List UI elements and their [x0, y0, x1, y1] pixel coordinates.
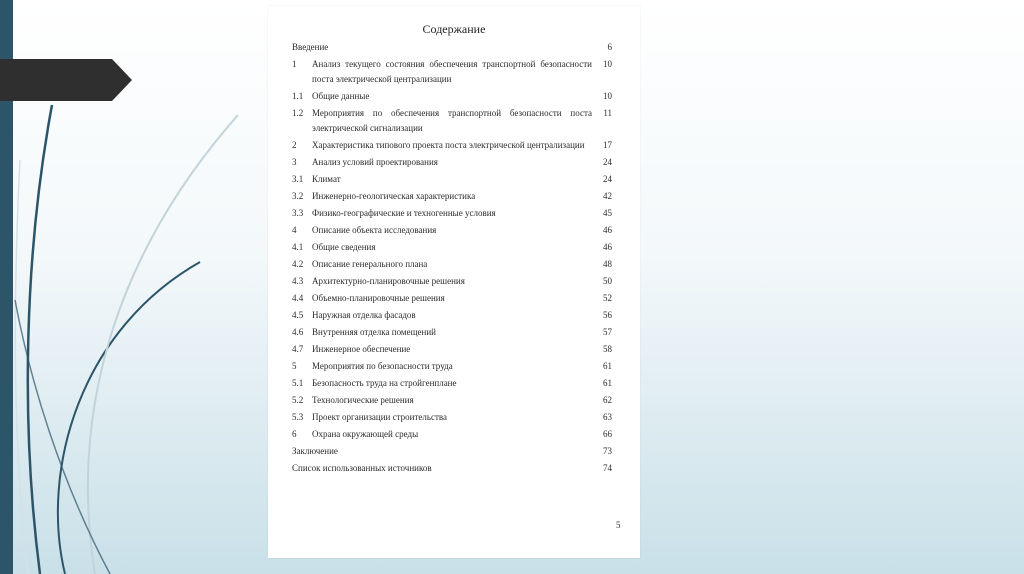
toc-entry-number: 5.1 — [292, 378, 304, 388]
toc-entry-number: 4.4 — [292, 293, 304, 303]
toc-entry-page: 6 — [607, 42, 612, 52]
toc-entry — [292, 427, 612, 442]
toc-entry-text: Характеристика типового проекта поста электрической централизации — [312, 140, 585, 150]
toc-entry-number: 6 — [292, 429, 297, 439]
toc-entry-number: 3.3 — [292, 208, 304, 218]
toc-entry — [292, 325, 612, 340]
toc-entry-text: Технологические решения — [312, 395, 414, 405]
toc-entry — [292, 223, 612, 238]
toc-entry-text: Инженерно-геологическая характеристика — [312, 191, 476, 201]
toc-entry-page: 73 — [603, 446, 612, 456]
toc-entry-number: 5.3 — [292, 412, 304, 422]
toc-entry-number: 3.1 — [292, 174, 304, 184]
toc-entry-page: 24 — [603, 174, 612, 184]
toc-entry-page: 63 — [603, 412, 612, 422]
toc-entry — [292, 257, 612, 272]
toc-entry — [292, 189, 612, 204]
toc-entry-text: Проект организации строительства — [312, 412, 448, 422]
toc-entry-number: 4 — [292, 225, 297, 235]
toc-entry — [292, 393, 612, 408]
toc-entry-page: 17 — [603, 140, 612, 150]
toc-entry-number: 1.2 — [292, 108, 304, 118]
toc-entry-page: 74 — [603, 463, 612, 473]
toc-entry-number: 5 — [292, 361, 297, 371]
toc-entry-page: 46 — [603, 225, 612, 235]
toc-entry — [292, 461, 612, 476]
toc-entry-text: Общие данные — [312, 91, 370, 101]
toc-entry-page: 11 — [603, 108, 612, 118]
arrow-tab-icon — [0, 59, 132, 101]
toc-entry-page: 42 — [603, 191, 612, 201]
toc-entry-text: Общие сведения — [312, 242, 376, 252]
toc-entry-page: 66 — [603, 429, 612, 439]
toc-entry-number: 2 — [292, 140, 297, 150]
toc-entry-page: 10 — [603, 59, 612, 69]
toc-entry-number: 1 — [292, 59, 297, 69]
toc-entry-text: Мероприятия по обеспечения транспортной безопасности поста электрической сигнализации — [312, 108, 592, 133]
page-number: 5 — [616, 520, 621, 530]
toc-entry-page: 62 — [603, 395, 612, 405]
toc-entry — [292, 155, 612, 170]
toc-entry-text: Физико-географические и техногенные условия — [312, 208, 496, 218]
toc-entry-text: Заключение — [292, 446, 338, 456]
toc-entry — [292, 274, 612, 289]
toc-entry-page: 24 — [603, 157, 612, 167]
toc-entry-number: 3 — [292, 157, 297, 167]
toc-entry — [292, 291, 612, 306]
toc-entry-text: Инженерное обеспечение — [312, 344, 411, 354]
toc-entry — [292, 57, 612, 87]
toc-entry-number: 4.1 — [292, 242, 304, 252]
toc-entry-number: 4.2 — [292, 259, 304, 269]
toc-entry-number: 4.6 — [292, 327, 304, 337]
toc-entry-page: 57 — [603, 327, 612, 337]
toc-entry-text: Объемно-планировочные решения — [312, 293, 445, 303]
toc-entry — [292, 308, 612, 323]
toc-entry — [292, 89, 612, 104]
toc-entry-page: 56 — [603, 310, 612, 320]
toc-entry-page: 50 — [603, 276, 612, 286]
toc-entry — [292, 444, 612, 459]
toc-entry-number: 4.7 — [292, 344, 304, 354]
page-title: Содержание — [422, 22, 486, 36]
toc-entry-number: 1.1 — [292, 91, 304, 101]
toc-entry-page: 58 — [603, 344, 612, 354]
toc-entry-page: 61 — [603, 361, 612, 371]
toc-entry-page: 46 — [603, 242, 612, 252]
toc-entry-text: Описание генерального плана — [312, 259, 428, 269]
toc-entry — [292, 376, 612, 391]
toc-entry-text: Архитектурно-планировочные решения — [312, 276, 465, 286]
toc-entry-text: Внутренняя отделка помещений — [312, 327, 436, 337]
toc-entry-number: 5.2 — [292, 395, 304, 405]
toc-entry-number: 4.5 — [292, 310, 304, 320]
toc-entry-page: 45 — [603, 208, 612, 218]
toc-entry-page: 48 — [603, 259, 612, 269]
toc-entry-text: Наружная отделка фасадов — [312, 310, 416, 320]
toc-entry — [292, 106, 612, 136]
toc-entry-number: 4.3 — [292, 276, 304, 286]
toc-entry-text: Безопасность труда на стройгенплане — [312, 378, 457, 388]
toc-entry-page: 52 — [603, 293, 612, 303]
toc-entry — [292, 240, 612, 255]
toc-entry — [292, 172, 612, 187]
toc-entry-page: 10 — [603, 91, 612, 101]
toc-entry-text: Введение — [292, 42, 329, 52]
toc-list — [292, 40, 612, 478]
toc-entry — [292, 40, 612, 55]
document-page — [268, 6, 640, 558]
toc-entry-text: Анализ условий проектирования — [312, 157, 438, 167]
toc-entry — [292, 138, 612, 153]
toc-entry-page: 61 — [603, 378, 612, 388]
toc-entry-text: Список использованных источников — [292, 463, 432, 473]
toc-entry — [292, 206, 612, 221]
toc-entry-text: Охрана окружающей среды — [312, 429, 419, 439]
toc-entry-number: 3.2 — [292, 191, 304, 201]
toc-entry-text: Анализ текущего состояния обеспечения транспортной безопасности поста электрической централизации — [312, 59, 592, 84]
toc-entry — [292, 342, 612, 357]
toc-entry-text: Описание объекта исследования — [312, 225, 437, 235]
toc-entry-text: Климат — [312, 174, 341, 184]
toc-entry-text: Мероприятия по безопасности труда — [312, 361, 453, 371]
toc-entry — [292, 410, 612, 425]
toc-entry — [292, 359, 612, 374]
